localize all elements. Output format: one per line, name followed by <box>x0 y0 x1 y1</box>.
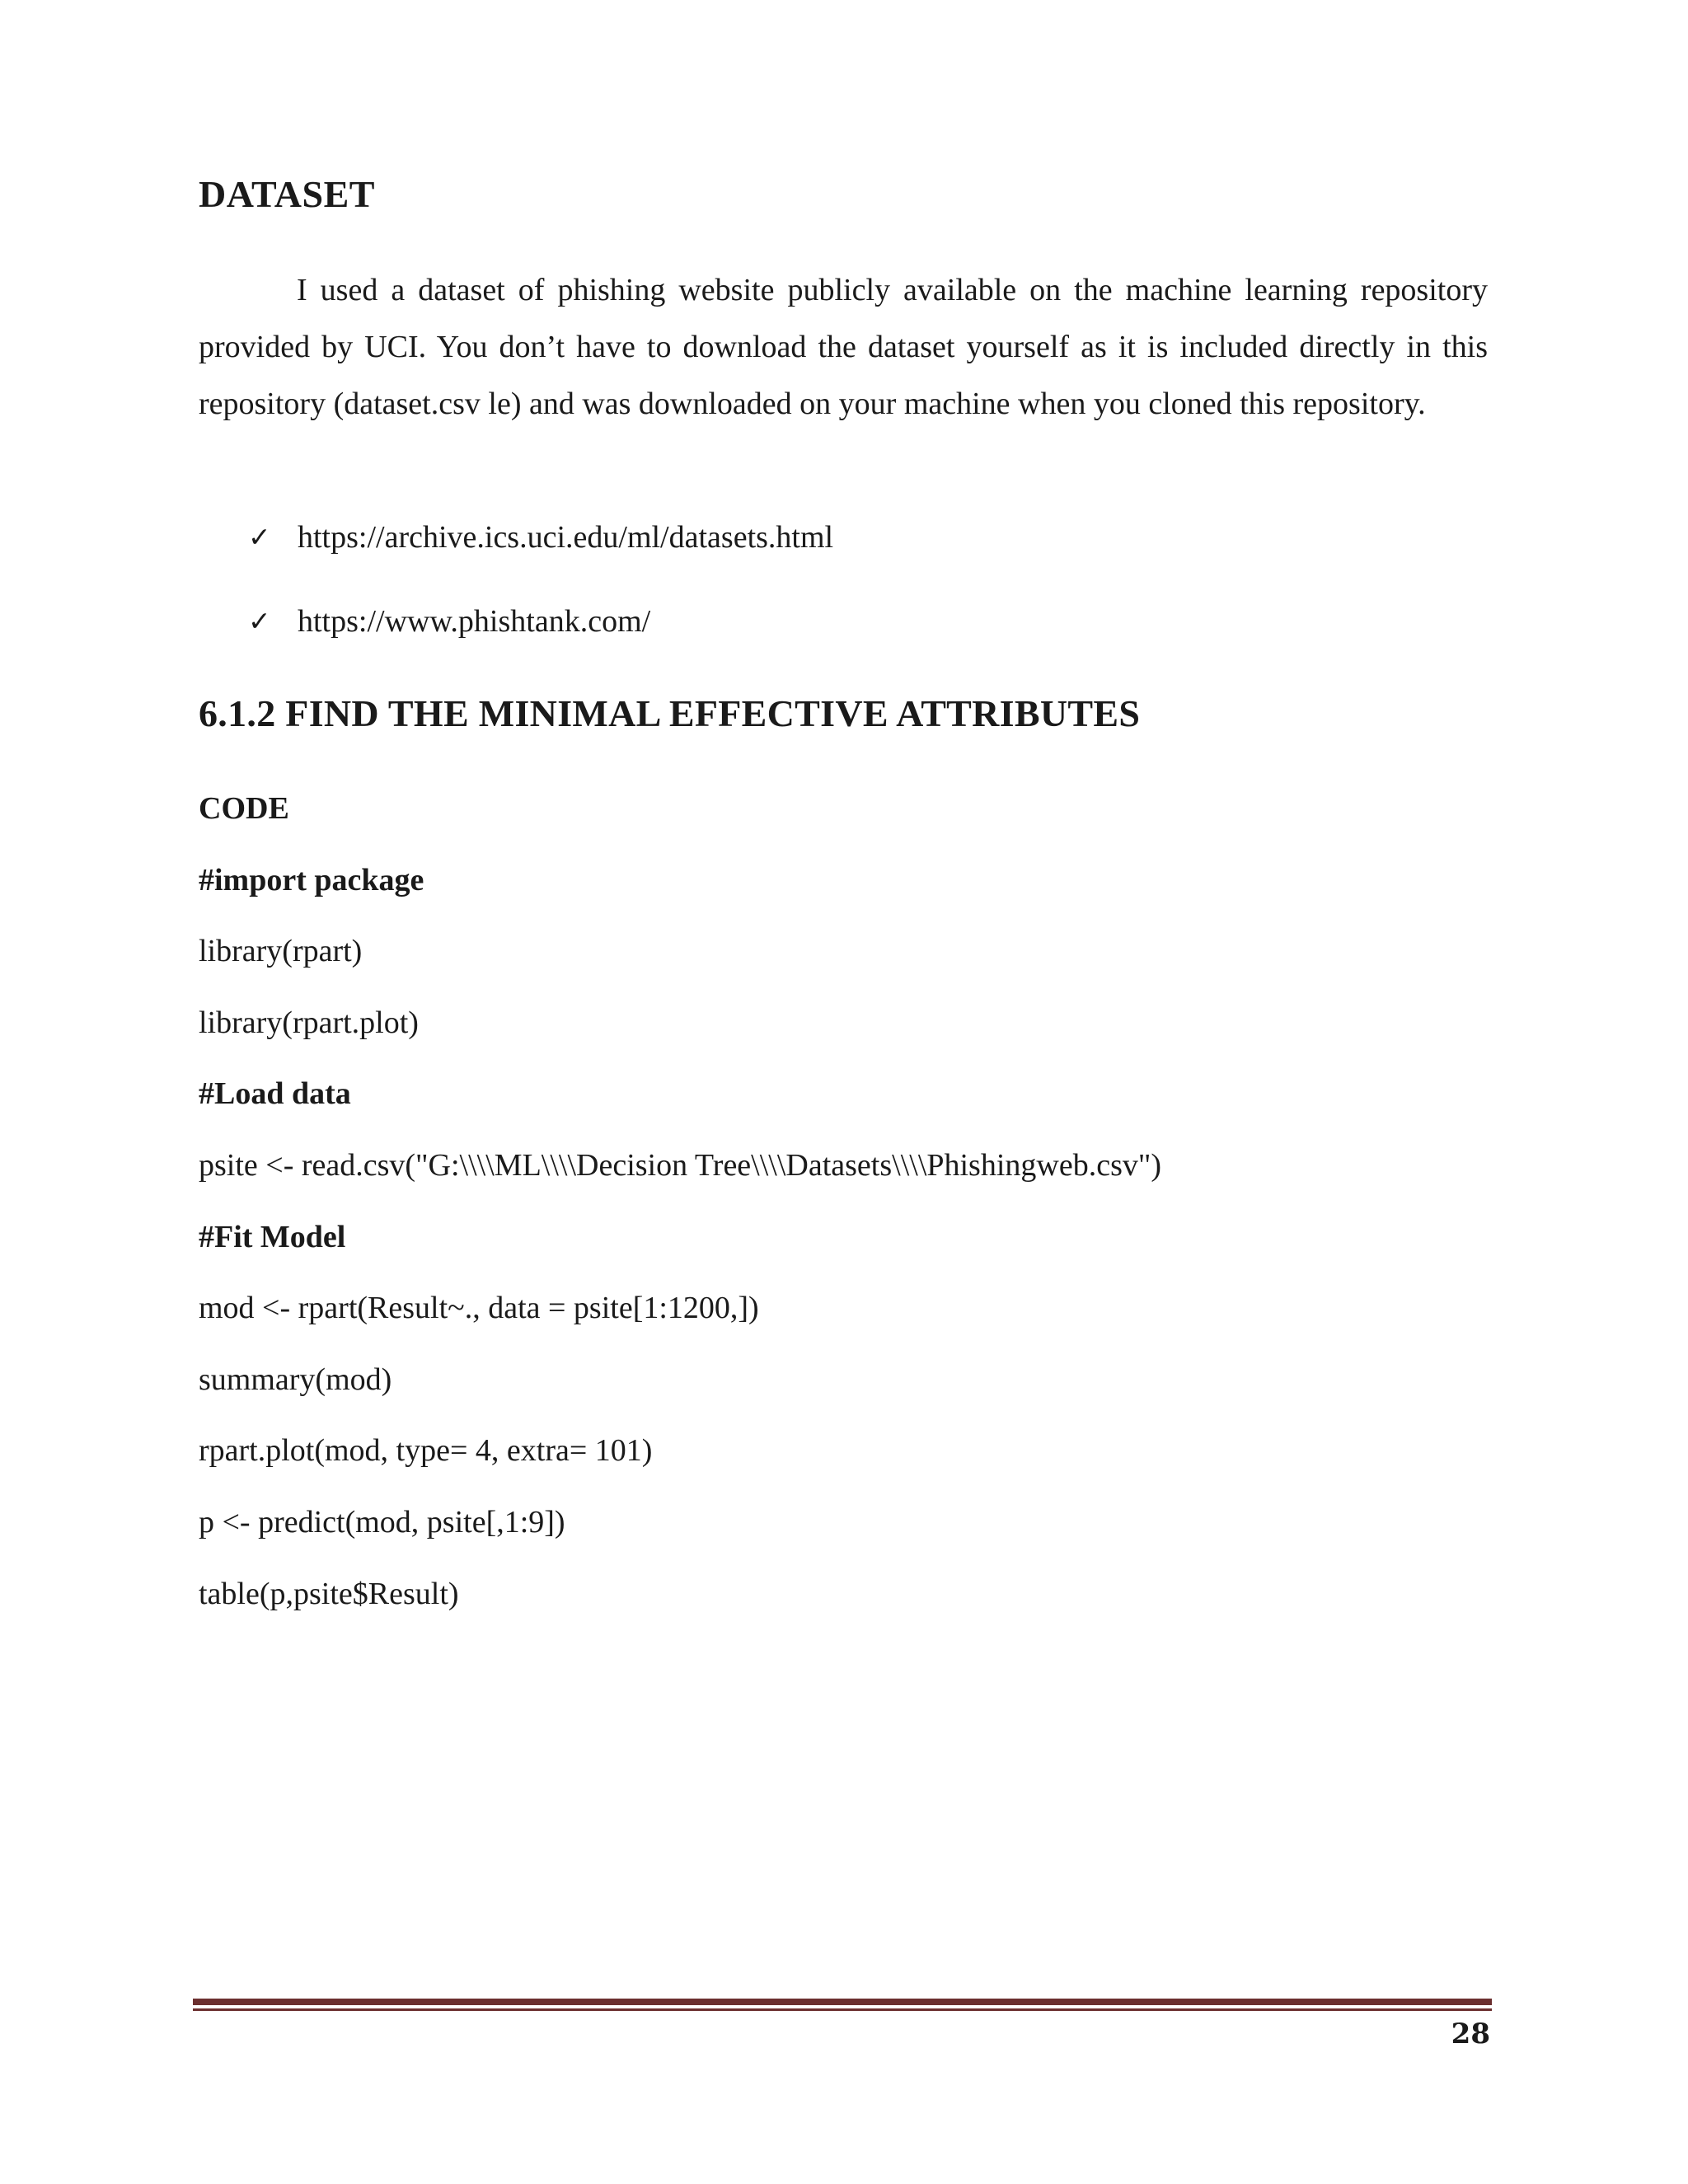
code-block <box>199 785 1488 1642</box>
link-text: https://www.phishtank.com/ <box>298 604 651 639</box>
code-line: mod <- rpart(Result~., data = psite[1:1200,]) <box>199 1291 759 1326</box>
code-line: #Load data <box>199 1076 351 1112</box>
code-line: summary(mod) <box>199 1361 392 1397</box>
dataset-paragraph: I used a dataset of phishing website publicly available on the machine learning repository provided by UCI. You don’t have to download the dataset yourself as it is included directly in this repository (dataset.csv le) and was downloaded on your machine when you cloned this repository. <box>199 273 1488 421</box>
code-line: CODE <box>199 791 289 826</box>
code-line: library(rpart.plot) <box>199 1005 419 1040</box>
code-line: library(rpart) <box>199 934 363 969</box>
page-number: 28 <box>1451 2018 1490 2050</box>
footer-rule-thin <box>193 2008 1492 2011</box>
footer-rule-thick <box>193 1999 1492 2005</box>
check-icon: ✓ <box>248 605 271 637</box>
link-list <box>199 514 833 644</box>
code-line: #import package <box>199 862 424 898</box>
code-line: rpart.plot(mod, type= 4, extra= 101) <box>199 1433 653 1469</box>
code-line: p <- predict(mod, psite[,1:9]) <box>199 1504 565 1540</box>
code-line: table(p,psite$Result) <box>199 1576 459 1611</box>
heading-dataset: DATASET <box>199 173 375 215</box>
list-item <box>199 514 833 560</box>
code-line: #Fit Model <box>199 1219 346 1254</box>
check-icon: ✓ <box>248 521 271 553</box>
code-line: psite <- read.csv("G:\\\\ML\\\\Decision Tree\\\\Datasets\\\\Phishingweb.csv") <box>199 1147 1162 1183</box>
link-text: https://archive.ics.uci.edu/ml/datasets.html <box>298 520 834 555</box>
section-heading: 6.1.2 FIND THE MINIMAL EFFECTIVE ATTRIBUTES <box>199 692 1141 734</box>
list-item <box>199 598 833 644</box>
